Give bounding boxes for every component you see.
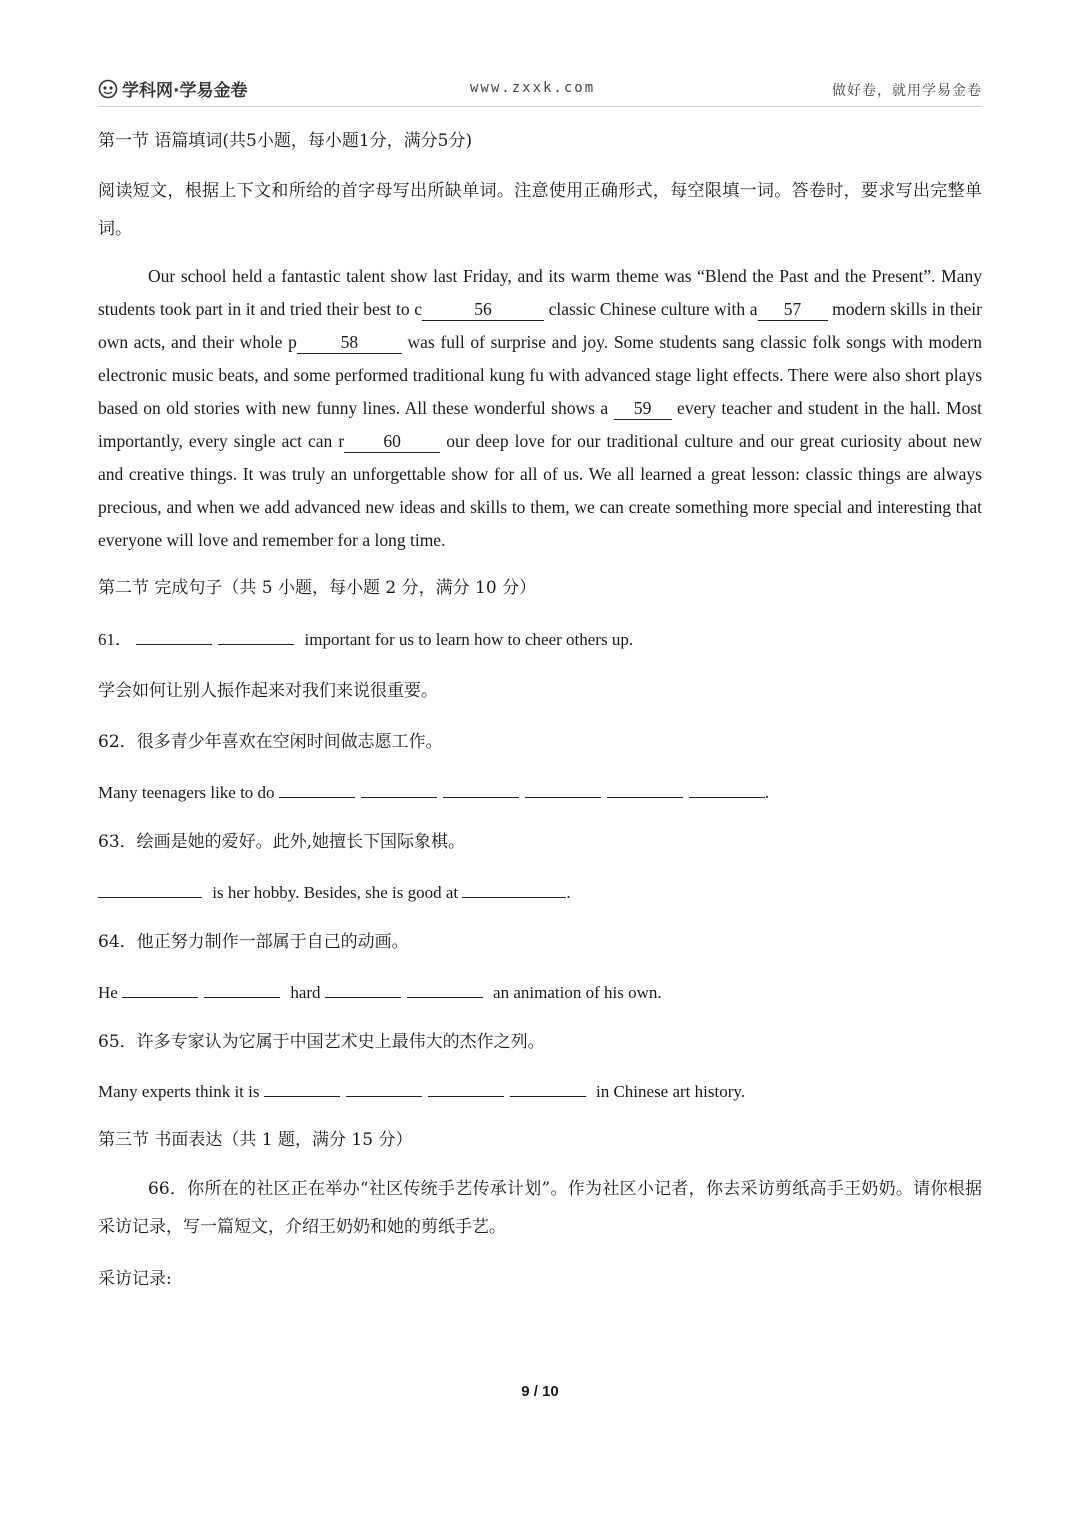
q61-blank-1[interactable] bbox=[136, 628, 212, 645]
cloze-passage bbox=[98, 260, 982, 557]
header-slogan: 做好卷，就用学易金卷 bbox=[832, 83, 982, 99]
section1-title: 第一节 语篇填词(共5小题，每小题1分，满分5分) bbox=[98, 131, 473, 151]
section1-instruction: 阅读短文，根据上下文和所给的首字母写出所缺单词。注意使用正确形式，每空限填一词。答卷时，要求写出完整单词。 bbox=[98, 181, 982, 239]
section3-title: 第三节 书面表达（共 1 题，满分 15 分） bbox=[98, 1130, 413, 1150]
q63-period: . bbox=[566, 883, 571, 902]
q64-english bbox=[98, 980, 982, 1006]
q63-chinese: 63．绘画是她的爱好。此外,她擅长下国际象棋。 bbox=[98, 832, 466, 852]
q65-english bbox=[98, 1079, 982, 1105]
page-number: 9 / 10 bbox=[521, 1383, 559, 1400]
q61-number: 61． bbox=[98, 630, 132, 649]
q62-blank-6[interactable] bbox=[689, 781, 765, 798]
q63-blank-2[interactable] bbox=[462, 881, 566, 898]
q62-blank-4[interactable] bbox=[525, 781, 601, 798]
interview-record-label: 采访记录: bbox=[98, 1269, 172, 1289]
q64-blank-4[interactable] bbox=[407, 981, 483, 998]
blank-57[interactable]: 57 bbox=[758, 298, 828, 321]
q65-text: Many experts think it is bbox=[98, 1082, 260, 1101]
q65-blank-4[interactable] bbox=[510, 1080, 586, 1097]
question-62 bbox=[98, 729, 982, 806]
page-content bbox=[98, 128, 982, 1292]
q62-text: Many teenagers like to do bbox=[98, 783, 275, 802]
header-divider bbox=[98, 106, 982, 107]
question-64 bbox=[98, 929, 982, 1006]
q64-word-hard: hard bbox=[290, 983, 321, 1002]
logo-text: 学科网·学易金卷 bbox=[122, 81, 248, 101]
q65-blank-2[interactable] bbox=[346, 1080, 422, 1097]
passage-text: was full of surprise and joy. Some students sang classic folk songs with modern electronic music beats, and some performed traditional kung fu with advanced stage light effects. There were also short plays based on old stories with new funny lines. All these wonderful shows a bbox=[98, 332, 982, 418]
q62-blank-3[interactable] bbox=[443, 781, 519, 798]
blank-58[interactable]: 58 bbox=[297, 331, 402, 354]
passage-text: every teacher and student in the hall. Most importantly, every single act can r bbox=[98, 398, 982, 451]
question-65 bbox=[98, 1029, 982, 1105]
q65-chinese: 65．许多专家认为它属于中国艺术史上最伟大的杰作之列。 bbox=[98, 1032, 545, 1052]
q61-english bbox=[98, 627, 982, 653]
section2-title: 第二节 完成句子（共 5 小题，每小题 2 分，满分 10 分） bbox=[98, 578, 537, 598]
q62-chinese: 62．很多青少年喜欢在空闲时间做志愿工作。 bbox=[98, 732, 443, 752]
q63-text: is her hobby. Besides, she is good at bbox=[212, 883, 459, 902]
q61-text: important for us to learn how to cheer others up. bbox=[304, 630, 634, 649]
site-url: www.zxxk.com bbox=[470, 80, 596, 96]
blank-56[interactable]: 56 bbox=[422, 298, 544, 321]
brand-logo bbox=[98, 76, 247, 101]
question-61 bbox=[98, 627, 982, 704]
passage-text: our deep love for our traditional culture and our great curiosity about new and creative things. It was truly an unforgettable show for all of us. We all learned a great lesson: classic things are always precious, and when we add advanced new ideas and skills to them, we can create something more special and interesting that everyone will love and remember for a long time. bbox=[98, 431, 982, 550]
q65-text-end: in Chinese art history. bbox=[595, 1082, 746, 1101]
page-header bbox=[98, 74, 982, 104]
q64-blank-1[interactable] bbox=[122, 981, 198, 998]
q61-blank-2[interactable] bbox=[218, 628, 294, 645]
q65-blank-3[interactable] bbox=[428, 1080, 504, 1097]
q65-blank-1[interactable] bbox=[264, 1080, 340, 1097]
blank-60[interactable]: 60 bbox=[344, 430, 440, 453]
q66-prompt: 66．你所在的社区正在举办“社区传统手艺传承计划”。作为社区小记者，你去采访剪纸高手王奶奶。请你根据采访记录，写一篇短文，介绍王奶奶和她的剪纸手艺。 bbox=[98, 1179, 982, 1237]
q62-blank-5[interactable] bbox=[607, 781, 683, 798]
q64-word-he: He bbox=[98, 983, 118, 1002]
q64-blank-3[interactable] bbox=[325, 981, 401, 998]
passage-text: Our school held a fantastic talent show last Friday, and its warm theme was “Blend the Past and the Present”. Many students took part in it and tried their best to c bbox=[98, 266, 982, 319]
q61-chinese: 学会如何让别人振作起来对我们来说很重要。 bbox=[98, 681, 438, 701]
q64-text: an animation of his own. bbox=[493, 983, 662, 1002]
question-63 bbox=[98, 829, 982, 906]
q62-period: . bbox=[764, 783, 770, 802]
q63-english bbox=[98, 880, 982, 906]
q62-blank-2[interactable] bbox=[361, 781, 437, 798]
blank-59[interactable]: 59 bbox=[614, 397, 672, 420]
q64-chinese: 64．他正努力制作一部属于自己的动画。 bbox=[98, 932, 409, 952]
q62-blank-1[interactable] bbox=[279, 781, 355, 798]
logo-icon bbox=[98, 79, 118, 99]
q63-blank-1[interactable] bbox=[98, 881, 202, 898]
q62-english bbox=[98, 780, 982, 806]
passage-text: modern skills in their own acts, and their whole p bbox=[98, 299, 982, 352]
passage-text: classic Chinese culture with a bbox=[544, 299, 758, 319]
q64-blank-2[interactable] bbox=[204, 981, 280, 998]
